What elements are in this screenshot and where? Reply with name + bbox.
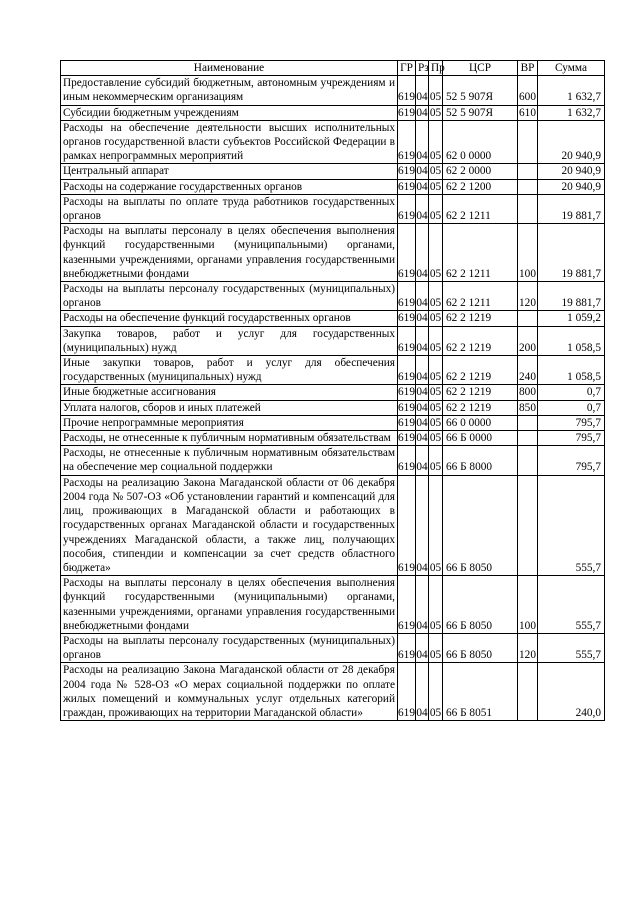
cell-sum: 1 059,2 [538, 311, 605, 326]
cell-pr: 05 [429, 401, 442, 414]
cell-rz: 04 [416, 432, 428, 445]
cell-gr: 619 [398, 180, 415, 193]
cell-sum: 795,7 [538, 431, 605, 446]
table-row [61, 105, 605, 120]
cell-rz: 04 [416, 633, 429, 662]
cell-rz: 04 [416, 416, 428, 429]
table-row [61, 194, 605, 223]
header-csr: ЦСР [443, 61, 518, 76]
table-row [61, 663, 605, 721]
cell-vr: 240 [518, 356, 538, 385]
cell-gr: 619 [398, 224, 416, 282]
table-row [61, 576, 605, 634]
cell-gr: 619 [398, 446, 416, 475]
cell-sum: 1 632,7 [538, 76, 605, 105]
header-rz: Рз [416, 61, 429, 76]
cell-name: Предоставление субсидий бюджетным, автономным учреждениям и иным некоммерческим организациям [61, 76, 398, 105]
cell-name: Расходы на обеспечение деятельности высших исполнительных органов государственной власти субъектов Российской Федерации в рамках непрограммных мероприятий [61, 120, 398, 164]
cell-vr: 120 [518, 633, 538, 662]
cell-csr: 66 Б 8050 [443, 633, 518, 662]
cell-vr [518, 663, 538, 721]
cell-csr: 62 2 0000 [443, 164, 518, 179]
cell-vr: 850 [519, 401, 536, 414]
cell-rz: 04 [416, 76, 429, 105]
cell-pr: 05 [429, 76, 443, 105]
cell-pr: 05 [429, 663, 443, 721]
cell-gr: 619 [398, 663, 416, 721]
cell-rz: 04 [416, 282, 429, 311]
cell-vr: 120 [518, 282, 538, 311]
header-gr: ГР [398, 61, 416, 76]
cell-csr: 66 Б 8000 [443, 446, 518, 475]
cell-gr: 619 [398, 326, 416, 355]
cell-csr: 62 2 1219 [443, 311, 518, 326]
cell-csr: 52 5 907Я [443, 105, 518, 120]
cell-pr: 05 [429, 386, 442, 399]
cell-pr: 05 [429, 576, 443, 634]
cell-pr: 05 [429, 416, 442, 429]
cell-pr: 05 [429, 165, 442, 178]
cell-vr [518, 164, 538, 179]
budget-table [60, 60, 605, 721]
cell-vr [518, 475, 538, 575]
cell-vr [518, 415, 538, 430]
table-row [61, 446, 605, 475]
cell-pr: 05 [429, 180, 442, 193]
cell-name: Расходы, не отнесенные к публичным нормативным обязательствам на обеспечение мер социальной поддержки [61, 446, 398, 475]
cell-pr: 05 [429, 120, 443, 164]
header-name: Наименование [61, 61, 398, 76]
cell-vr [518, 179, 538, 194]
cell-gr: 619 [398, 194, 416, 223]
cell-csr: 66 Б 8051 [443, 663, 518, 721]
cell-gr: 619 [398, 386, 415, 399]
cell-csr: 62 2 1219 [443, 385, 518, 400]
cell-gr: 619 [398, 282, 416, 311]
cell-vr: 610 [519, 106, 536, 119]
cell-vr: 800 [519, 386, 536, 399]
cell-vr [518, 194, 538, 223]
cell-name: Расходы на обеспечение функций государственных органов [61, 311, 398, 326]
cell-rz: 04 [416, 356, 429, 385]
cell-pr: 05 [429, 475, 443, 575]
table-row [61, 164, 605, 179]
cell-sum: 555,7 [538, 576, 605, 634]
table-row [61, 633, 605, 662]
cell-name: Расходы на выплаты персоналу в целях обеспечения выполнения функций государственными (муниципальными) органами, казенными учреждениями, органами управления государственными внебюджетными фондами [61, 576, 398, 634]
cell-name: Закупка товаров, работ и услуг для государственных (муниципальных) нужд [61, 326, 398, 355]
table-row [61, 475, 605, 575]
cell-sum: 0,7 [538, 400, 605, 415]
cell-csr: 62 2 1211 [443, 224, 518, 282]
cell-sum: 20 940,9 [538, 164, 605, 179]
cell-pr: 05 [429, 282, 443, 311]
cell-rz: 04 [416, 386, 428, 399]
cell-csr: 66 0 0000 [443, 415, 518, 430]
cell-gr: 619 [398, 633, 416, 662]
cell-pr: 05 [429, 194, 443, 223]
cell-name: Расходы, не отнесенные к публичным нормативным обязательствам [61, 431, 398, 446]
cell-pr: 05 [429, 446, 443, 475]
cell-vr: 100 [518, 576, 538, 634]
header-sum: Сумма [538, 61, 605, 76]
table-row [61, 224, 605, 282]
table-row [61, 311, 605, 326]
cell-rz: 04 [416, 663, 429, 721]
cell-name: Расходы на реализацию Закона Магаданской области от 28 декабря 2004 года № 528-ОЗ «О мерах социальной поддержки по оплате жилых помещений и коммунальных услуг отдельных категорий граждан, проживающих на территории Магаданской области» [61, 663, 398, 721]
cell-sum: 795,7 [538, 415, 605, 430]
cell-csr: 66 Б 8050 [443, 475, 518, 575]
cell-rz: 04 [416, 106, 428, 119]
table-header-row [61, 61, 605, 76]
cell-pr: 05 [429, 633, 443, 662]
cell-name: Прочие непрограммные мероприятия [61, 415, 398, 430]
cell-sum: 20 940,9 [538, 179, 605, 194]
cell-name: Иные бюджетные ассигнования [61, 385, 398, 400]
table-row [61, 120, 605, 164]
cell-csr: 66 Б 8050 [443, 576, 518, 634]
table-row [61, 431, 605, 446]
cell-csr: 62 2 1200 [443, 179, 518, 194]
cell-name: Расходы на содержание государственных органов [61, 179, 398, 194]
cell-sum: 19 881,7 [538, 194, 605, 223]
cell-pr: 05 [429, 224, 443, 282]
cell-sum: 0,7 [538, 385, 605, 400]
table-row [61, 179, 605, 194]
cell-name: Уплата налогов, сборов и иных платежей [61, 400, 398, 415]
cell-gr: 619 [398, 401, 415, 414]
cell-pr: 05 [429, 312, 442, 325]
cell-rz: 04 [416, 475, 429, 575]
cell-pr: 05 [429, 326, 443, 355]
table-row [61, 415, 605, 430]
header-pr: Пр [429, 61, 443, 76]
cell-gr: 619 [398, 475, 416, 575]
cell-vr: 100 [518, 224, 538, 282]
cell-csr: 52 5 907Я [443, 76, 518, 105]
cell-vr [518, 120, 538, 164]
cell-pr: 05 [429, 432, 442, 445]
cell-name: Иные закупки товаров, работ и услуг для обеспечения государственных (муниципальных) нужд [61, 356, 398, 385]
cell-rz: 04 [416, 180, 428, 193]
table-body [61, 76, 605, 721]
cell-pr: 05 [429, 106, 442, 119]
table-row [61, 400, 605, 415]
cell-gr: 619 [398, 165, 415, 178]
cell-gr: 619 [398, 576, 416, 634]
cell-pr: 05 [429, 356, 443, 385]
cell-gr: 619 [398, 356, 416, 385]
cell-vr [518, 431, 538, 446]
table-row [61, 385, 605, 400]
cell-rz: 04 [416, 312, 428, 325]
cell-name: Расходы на выплаты персоналу государственных (муниципальных) органов [61, 282, 398, 311]
cell-sum: 1 058,5 [538, 326, 605, 355]
cell-sum: 19 881,7 [538, 282, 605, 311]
cell-rz: 04 [416, 120, 429, 164]
cell-rz: 04 [416, 165, 428, 178]
cell-csr: 62 2 1219 [443, 326, 518, 355]
cell-gr: 619 [398, 106, 415, 119]
cell-rz: 04 [416, 576, 429, 634]
cell-rz: 04 [416, 401, 428, 414]
cell-csr: 62 2 1219 [443, 356, 518, 385]
cell-sum: 795,7 [538, 446, 605, 475]
cell-sum: 20 940,9 [538, 120, 605, 164]
cell-name: Расходы на выплаты персоналу государственных (муниципальных) органов [61, 633, 398, 662]
cell-rz: 04 [416, 194, 429, 223]
cell-rz: 04 [416, 224, 429, 282]
cell-name: Центральный аппарат [61, 164, 398, 179]
cell-gr: 619 [398, 416, 415, 429]
cell-rz: 04 [416, 326, 429, 355]
cell-name: Субсидии бюджетным учреждениям [61, 105, 398, 120]
table-row [61, 282, 605, 311]
cell-gr: 619 [398, 312, 415, 325]
cell-csr: 62 2 1211 [443, 194, 518, 223]
cell-csr: 62 0 0000 [443, 120, 518, 164]
cell-sum: 555,7 [538, 475, 605, 575]
cell-vr: 600 [518, 76, 538, 105]
cell-name: Расходы на выплаты персоналу в целях обеспечения выполнения функций государственными (муниципальными) органами, казенными учреждениями, органами управления государственными внебюджетными фондами [61, 224, 398, 282]
cell-sum: 1 058,5 [538, 356, 605, 385]
cell-vr [518, 446, 538, 475]
cell-gr: 619 [398, 120, 416, 164]
table-row [61, 76, 605, 105]
cell-name: Расходы на реализацию Закона Магаданской области от 06 декабря 2004 года № 507-ОЗ «Об установлении гарантий и компенсаций для лиц, проживающих в Магаданской области и работающих в государственных органах Магаданской области и государственных учреждениях Магаданской области, а также лиц, получающих пособия, стипендии и компенсации за счет средств областного бюджета» [61, 475, 398, 575]
cell-gr: 619 [398, 432, 415, 445]
cell-csr: 62 2 1211 [443, 282, 518, 311]
cell-sum: 240,0 [538, 663, 605, 721]
cell-sum: 19 881,7 [538, 224, 605, 282]
table-row [61, 326, 605, 355]
table-row [61, 356, 605, 385]
cell-sum: 555,7 [538, 633, 605, 662]
cell-gr: 619 [398, 76, 416, 105]
cell-vr [518, 311, 538, 326]
cell-csr: 66 Б 0000 [443, 431, 518, 446]
header-vr: ВР [518, 61, 538, 76]
cell-vr: 200 [518, 326, 538, 355]
cell-name: Расходы на выплаты по оплате труда работников государственных органов [61, 194, 398, 223]
cell-csr: 62 2 1219 [443, 400, 518, 415]
cell-rz: 04 [416, 446, 429, 475]
cell-sum: 1 632,7 [538, 105, 605, 120]
